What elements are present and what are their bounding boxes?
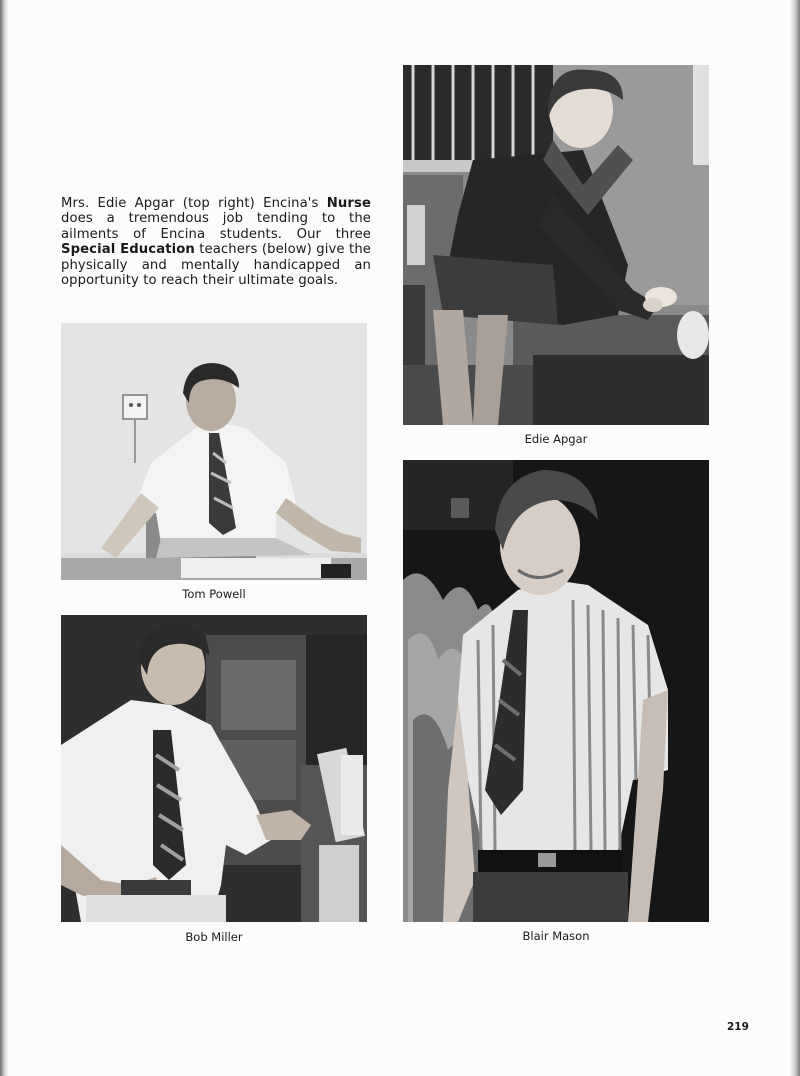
page-right-edge <box>790 0 800 1076</box>
caption-edie-apgar: Edie Apgar <box>524 432 588 446</box>
intro-text-2: does a tremendous job tending to the ailments of Encina students. Our three <box>61 211 371 242</box>
caption-bob-miller: Bob Miller <box>185 930 243 944</box>
intro-text-1: Mrs. Edie Apgar (top right) Encina's <box>61 196 327 211</box>
intro-nurse: Nurse <box>326 196 371 211</box>
caption-blair-mason: Blair Mason <box>522 929 590 943</box>
intro-paragraph <box>61 196 371 288</box>
photo-tom-powell <box>61 323 367 580</box>
caption-tom-powell: Tom Powell <box>182 587 246 601</box>
page-number: 219 <box>727 1021 749 1033</box>
photo-blair-mason <box>403 460 709 922</box>
photo-edie-apgar <box>403 65 709 425</box>
page-left-edge <box>0 0 8 1076</box>
intro-text-3: teachers (below) give the physically and mentally handicapped an opportunity to reach their ultimate goals. <box>61 242 371 289</box>
intro-special-education: Special Education <box>61 242 195 258</box>
photo-bob-miller <box>61 615 367 922</box>
